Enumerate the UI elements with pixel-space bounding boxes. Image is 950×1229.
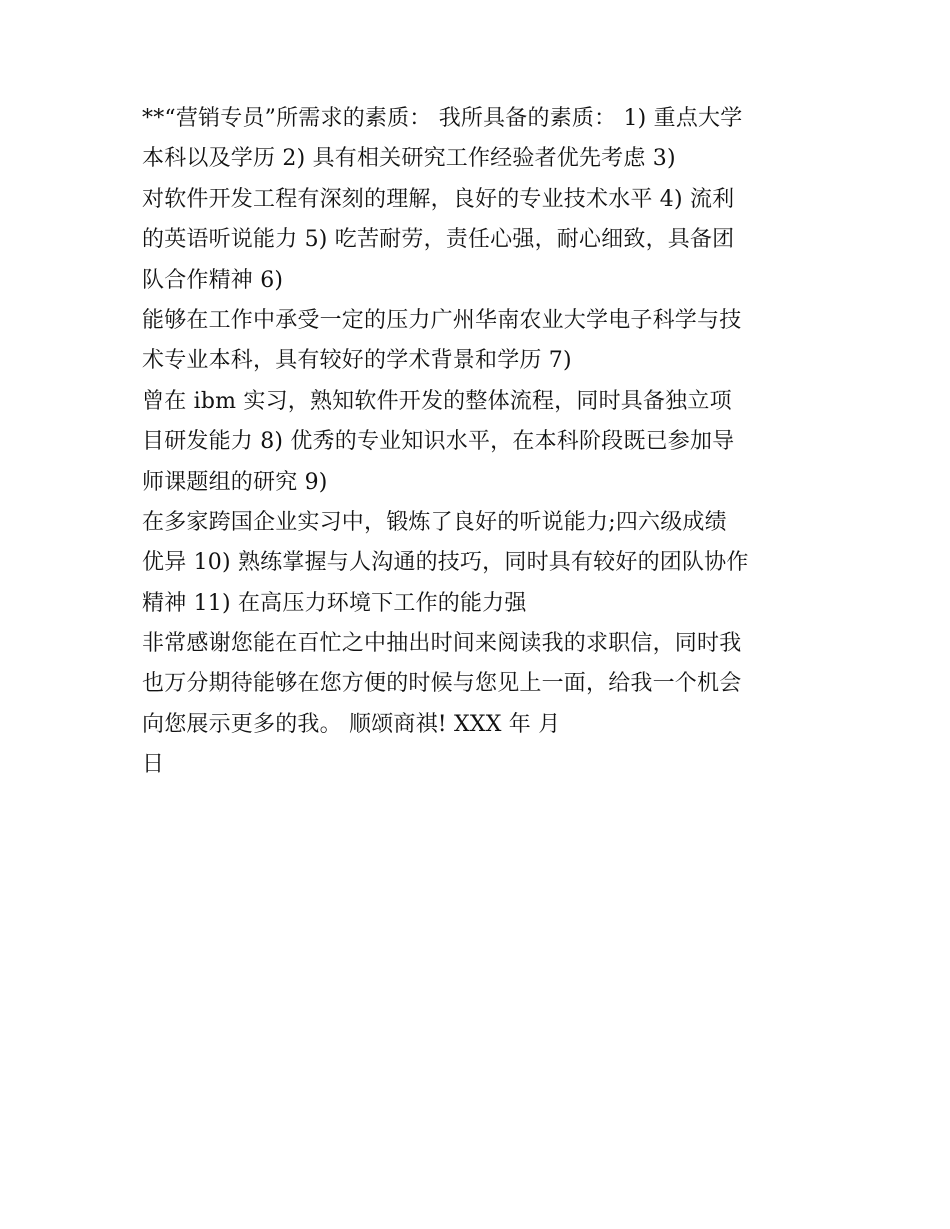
document-line: 向您展示更多的我。 顺颂商祺! XXX 年 月	[142, 711, 561, 737]
document-line: 队合作精神 6)	[142, 267, 284, 293]
document-line: 师课题组的研究 9)	[142, 469, 328, 495]
document-line: **“营销专员”所需求的素质： 我所具备的素质： 1) 重点大学	[142, 106, 743, 131]
document-line: 术专业本科，具有较好的学术背景和学历 7)	[142, 348, 572, 374]
document-line: 优异 10) 熟练掌握与人沟通的技巧，同时具有较好的团队协作	[142, 550, 749, 576]
document-line: 目研发能力 8) 优秀的专业知识水平，在本科阶段既已参加导	[142, 429, 735, 455]
document-line: 在多家跨国企业实习中，锻炼了良好的听说能力;四六级成绩	[142, 509, 727, 535]
document-line: 能够在工作中承受一定的压力广州华南农业大学电子科学与技	[142, 307, 742, 333]
document-body	[142, 108, 822, 795]
document-line: 精神 11) 在高压力环境下工作的能力强	[142, 590, 527, 616]
document-line: 的英语听说能力 5) 吃苦耐劳，责任心强，耐心细致，具备团	[142, 227, 735, 253]
document-line: 也万分期待能够在您方便的时候与您见上一面，给我一个机会	[142, 671, 742, 697]
document-line: 日	[142, 752, 165, 778]
document-line: 本科以及学历 2) 具有相关研究工作经验者优先考虑 3)	[142, 146, 676, 172]
document-line: 曾在 ibm 实习，熟知软件开发的整体流程，同时具备独立项	[142, 388, 732, 414]
document-line: 对软件开发工程有深刻的理解，良好的专业技术水平 4) 流利	[142, 186, 735, 212]
document-line: 非常感谢您能在百忙之中抽出时间来阅读我的求职信，同时我	[142, 631, 742, 657]
